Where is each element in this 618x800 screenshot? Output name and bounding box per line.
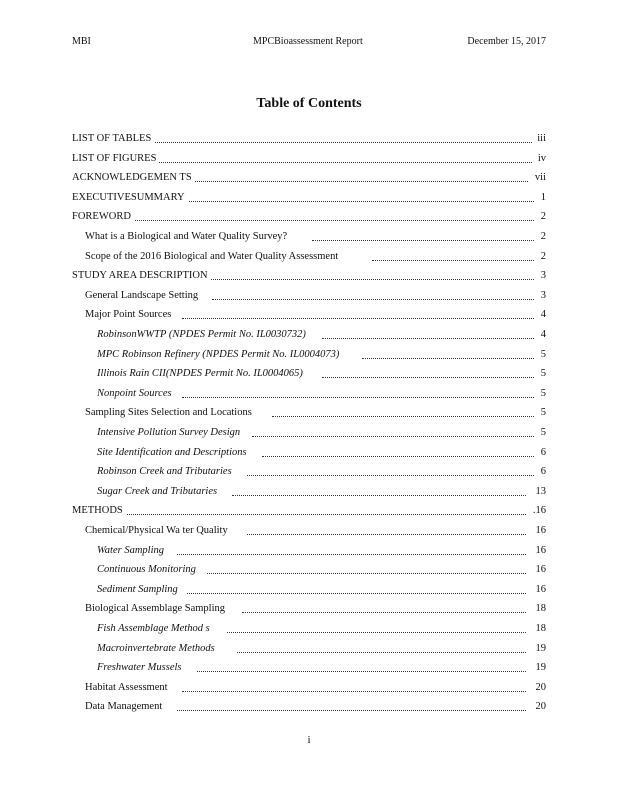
toc-entry-label: Macroinvertebrate Methods [97,640,218,658]
toc-entry-label: STUDY AREA DESCRIPTION [72,267,211,285]
toc-entry-label: Scope of the 2016 Biological and Water Quality Assessment [85,248,341,266]
toc-entry-label: Data Management [85,698,165,716]
toc-entry-continuous-monitoring[interactable] [72,561,546,579]
page-number: i [307,734,311,746]
toc-entry-data-management[interactable] [72,698,546,716]
toc-entry-label: Habitat Assessment [85,679,171,697]
toc-entry-label: What is a Biological and Water Quality Survey? [85,228,290,246]
toc-entry-label: Nonpoint Sources [97,385,175,403]
toc-entry-label: Water Sampling [97,542,167,560]
toc-entry-page: 3 [537,287,546,305]
toc-entry-page: 1 [537,189,546,207]
toc-entry-label: Illinois Rain CII(NPDES Permit No. IL0004065) [97,365,306,383]
page-footer [0,734,618,746]
toc-entry-label: EXECUTIVESUMMARY [72,189,188,207]
header-org: MBI [72,36,91,47]
toc-entry-page: 19 [532,640,547,658]
toc-entry-page: 16 [532,561,547,579]
toc-entry-page: 20 [532,679,547,697]
toc-entry-page: vii [531,169,546,187]
toc-entry-site-identification[interactable] [72,444,546,462]
page-header [0,36,618,52]
header-date: December 15, 2017 [467,36,546,47]
toc-entry-label: Major Point Sources [85,306,174,324]
toc-entry-label: Sediment Sampling [97,581,181,599]
toc-entry-label: ACKNOWLEDGEMEN TS [72,169,195,187]
toc-entry-macroinvertebrate[interactable] [72,640,546,658]
toc-entry-biological-assemblage[interactable] [72,600,546,618]
toc-entry-sampling-sites[interactable] [72,404,546,422]
toc-entry-label: LIST OF FIGURES [72,150,159,168]
toc-entry-label: LIST OF TABLES [72,130,154,148]
toc-entry-sediment-sampling[interactable] [72,581,546,599]
toc-entry-page: 18 [532,600,547,618]
toc-entry-page: 19 [532,659,547,677]
toc-entry-chemical-physical[interactable] [72,522,546,540]
toc-entry-label: Sampling Sites Selection and Locations [85,404,255,422]
toc-entry-executive-summary[interactable] [72,189,546,207]
toc-entry-mpc-robinson-refinery[interactable] [72,346,546,364]
toc-entry-page: 2 [537,228,546,246]
toc-entry-label: Robinson Creek and Tributaries [97,463,235,481]
toc-entry-label: Freshwater Mussels [97,659,184,677]
toc-entry-label: Sugar Creek and Tributaries [97,483,220,501]
toc-entry-page: 3 [537,267,546,285]
toc-entry-page: 5 [537,404,546,422]
toc-entry-intensive-pollution[interactable] [72,424,546,442]
toc-entry-major-point-sources[interactable] [72,306,546,324]
toc-entry-robinson-creek[interactable] [72,463,546,481]
toc-entry-nonpoint-sources[interactable] [72,385,546,403]
toc-heading: Table of Contents [256,96,362,111]
toc-entry-page: 20 [532,698,547,716]
toc-entry-page: 18 [532,620,547,638]
toc-entry-page: 16 [532,542,547,560]
toc-entry-page: 2 [537,248,546,266]
toc-entry-water-sampling[interactable] [72,542,546,560]
toc-entry-page: 4 [537,326,546,344]
toc-entry-page: iii [533,130,546,148]
toc-entry-methods[interactable] [72,502,546,520]
toc-entry-page: 2 [537,208,546,226]
toc-entry-label: General Landscape Setting [85,287,201,305]
toc-entry-sugar-creek[interactable] [72,483,546,501]
toc-entry-label: Site Identification and Descriptions [97,444,250,462]
toc-entry-label: Continuous Monitoring [97,561,199,579]
toc-entry-label: RobinsonWWTP (NPDES Permit No. IL0030732) [97,326,309,344]
toc-entry-robinson-wwtp[interactable] [72,326,546,344]
header-report-title: MPCBioassessment Report [253,36,363,47]
toc-entry-page: 5 [537,385,546,403]
toc-entry-foreword[interactable] [72,208,546,226]
toc-entry-page: 5 [537,365,546,383]
toc-entry-scope[interactable] [72,248,546,266]
toc-entry-fish-assemblage[interactable] [72,620,546,638]
toc-entry-label: Intensive Pollution Survey Design [97,424,243,442]
toc-entry-page: .16 [529,502,546,520]
toc-entry-label: Fish Assemblage Method s [97,620,213,638]
toc-entry-study-area[interactable] [72,267,546,285]
toc-entry-list-of-tables[interactable] [72,130,546,148]
toc-entry-label: MPC Robinson Refinery (NPDES Permit No. IL0004073) [97,346,342,364]
toc-entry-label: Biological Assemblage Sampling [85,600,228,618]
toc-entry-habitat-assessment[interactable] [72,679,546,697]
toc-entry-illinois-rain[interactable] [72,365,546,383]
toc-entry-page: iv [534,150,546,168]
toc-entry-label: Chemical/Physical Wa ter Quality [85,522,231,540]
toc-entry-page: 5 [537,346,546,364]
toc-entry-label: METHODS [72,502,126,520]
toc-entry-page: 6 [537,463,546,481]
toc-entry-page: 5 [537,424,546,442]
toc-entry-page: 16 [532,522,547,540]
toc-entry-page: 13 [532,483,547,501]
toc-entry-page: 4 [537,306,546,324]
toc-entry-general-landscape[interactable] [72,287,546,305]
toc-entry-acknowledgements[interactable] [72,169,546,187]
toc-entry-label: FOREWORD [72,208,134,226]
toc-entry-page: 6 [537,444,546,462]
toc-entry-what-is-survey[interactable] [72,228,546,246]
toc-entry-freshwater-mussels[interactable] [72,659,546,677]
toc-entry-list-of-figures[interactable] [72,150,546,168]
toc-entry-page: 16 [532,581,547,599]
